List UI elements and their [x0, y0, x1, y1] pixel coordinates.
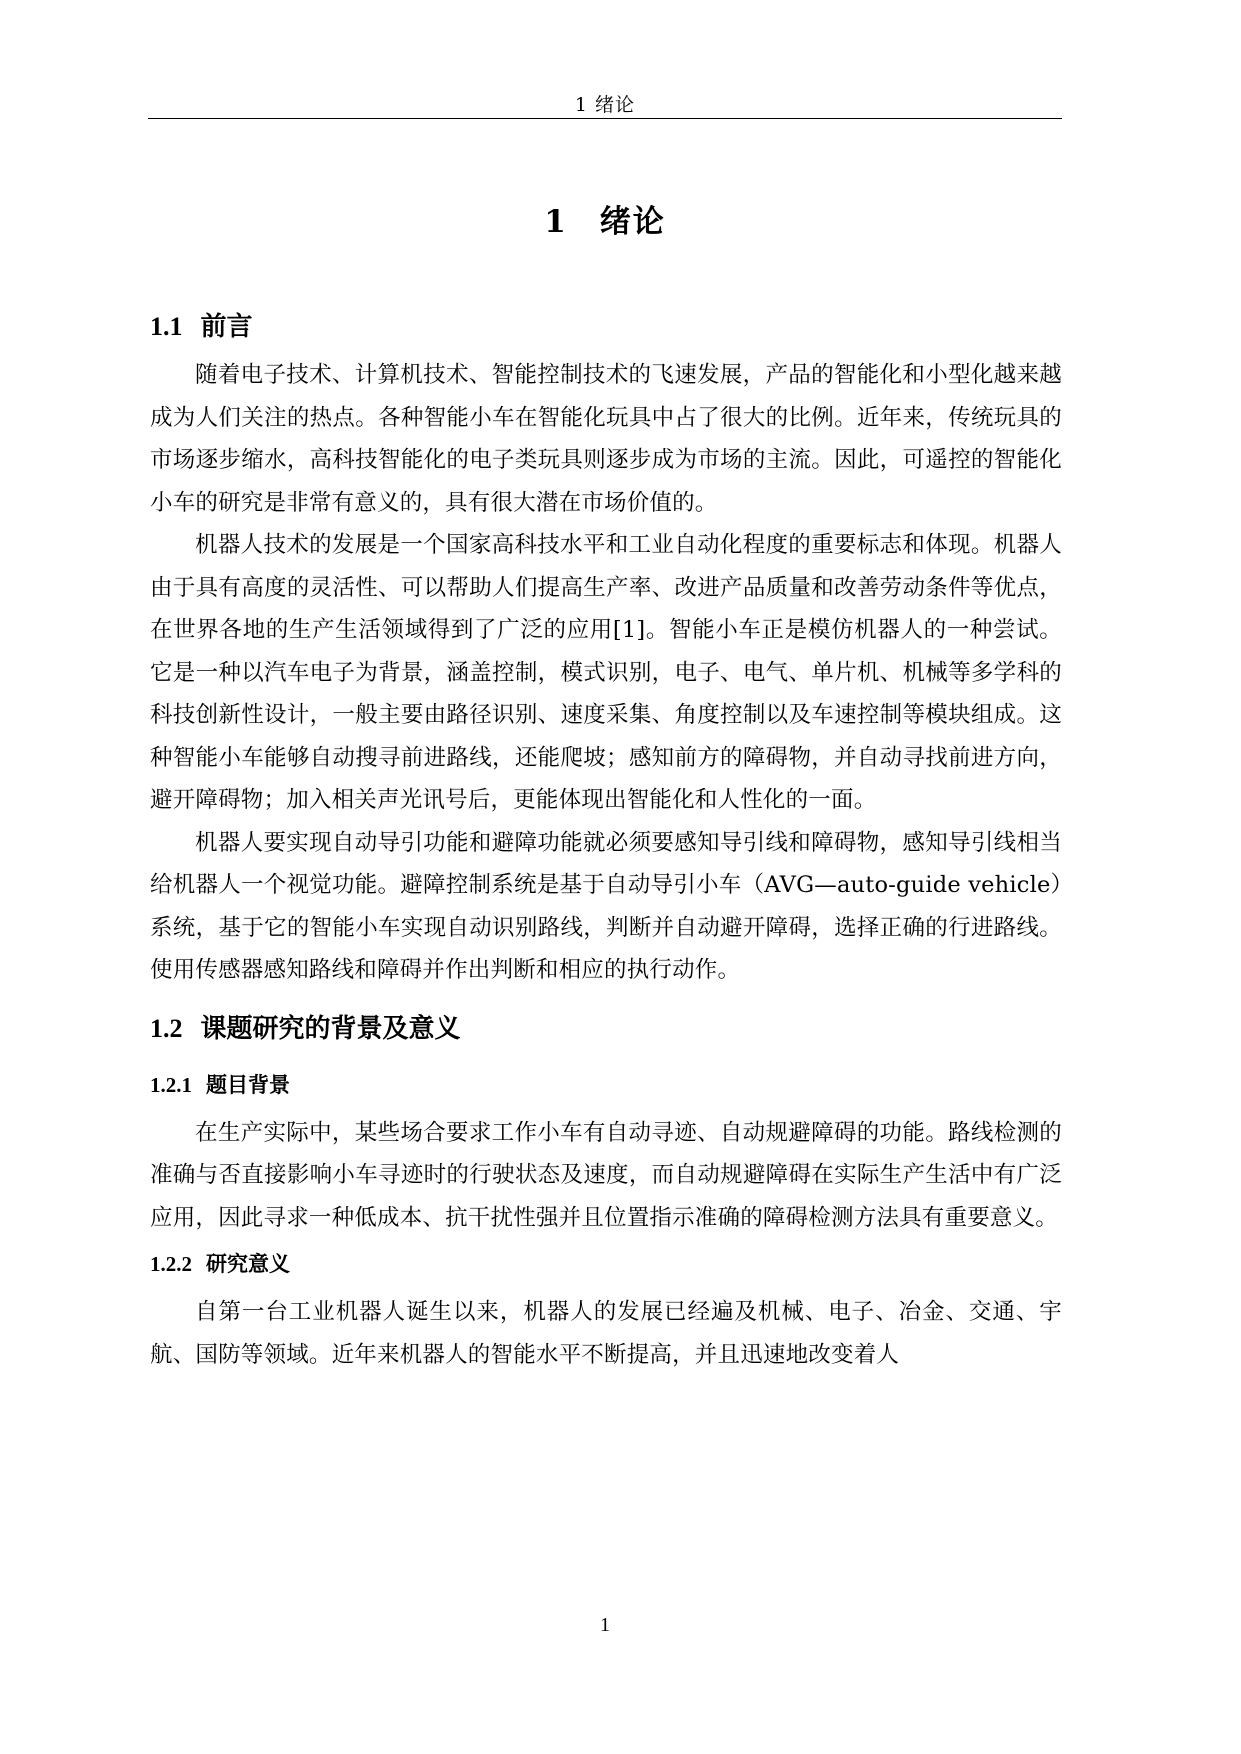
subsection-number: 1.2.1: [150, 1072, 192, 1097]
header-rule: [148, 118, 1062, 119]
running-header: 1 绪论: [574, 94, 636, 116]
section-number: 1.2: [150, 1013, 183, 1043]
chapter-number: 1: [544, 204, 568, 240]
chapter-title-text: 绪论: [599, 204, 666, 240]
subsection-number: 1.2.2: [150, 1252, 192, 1276]
subsection-title: 题目背景: [206, 1071, 290, 1097]
chapter-title: [148, 196, 1062, 241]
paragraph: 自第一台工业机器人诞生以来，机器人的发展已经遍及机械、电子、冶金、交通、宇航、国防等领域。近年来机器人的智能水平不断提高，并且迅速地改变着人: [150, 1299, 1062, 1368]
paragraph: 随着电子技术、计算机技术、智能控制技术的飞速发展，产品的智能化和小型化越来越成为人们关注的热点。各种智能小车在智能化玩具中占了很大的比例。近年来，传统玩具的市场逐步缩水，高科技智能化的电子类玩具则逐步成为市场的主流。因此，可遥控的智能化小车的研究是非常有意义的，具有很大潜在市场价值的。: [150, 362, 1062, 516]
section-number: 1.1: [150, 312, 183, 341]
section-heading-1-1: [150, 300, 1062, 354]
paragraph: 机器人要实现自动导引功能和避障功能就必须要感知导引线和障碍物，感知导引线相当给机器人一个视觉功能。避障控制系统是基于自动导引小车（AVG—auto-guide vehicle）系统，基于它的智能小车实现自动识别路线，判断并自动避开障碍，选择正确的行进路线。使用传感器感知路线和障碍并作出判断和相应的执行动作。: [150, 829, 1062, 983]
page-number: 1: [600, 1614, 610, 1636]
document-body: [150, 300, 1062, 1376]
paragraph: 在生产实际中，某些场合要求工作小车有自动寻迹、自动规避障碍的功能。路线检测的准确与否直接影响小车寻迹时的行驶状态及速度，而自动规避障碍在实际生产生活中有广泛应用，因此寻求一种低成本、抗干扰性强并且位置指示准确的障碍检测方法具有重要意义。: [150, 1119, 1062, 1231]
section-title: 前言: [200, 312, 253, 342]
subsection-title: 研究意义: [206, 1251, 290, 1276]
subsection-heading-1-2-2: [150, 1241, 1062, 1287]
section-title: 课题研究的背景及意义: [200, 1013, 461, 1044]
paragraph: 机器人技术的发展是一个国家高科技水平和工业自动化程度的重要标志和体现。机器人由于具有高度的灵活性、可以帮助人们提高生产率、改进产品质量和改善劳动条件等优点，在世界各地的生产生活领域得到了广泛的应用[1]。智能小车正是模仿机器人的一种尝试。它是一种以汽车电子为背景，涵盖控制，模式识别，电子、电气、单片机、机械等多学科的科技创新性设计，一般主要由路径识别、速度采集、角度控制以及车速控制等模块组成。这种智能小车能够自动搜寻前进路线，还能爬坡；感知前方的障碍物，并自动寻找前进方向，避开障碍物；加入相关声光讯号后，更能体现出智能化和人性化的一面。: [150, 532, 1062, 813]
subsection-heading-1-2-1: [150, 1062, 1062, 1108]
section-heading-1-2: [150, 1002, 1062, 1056]
